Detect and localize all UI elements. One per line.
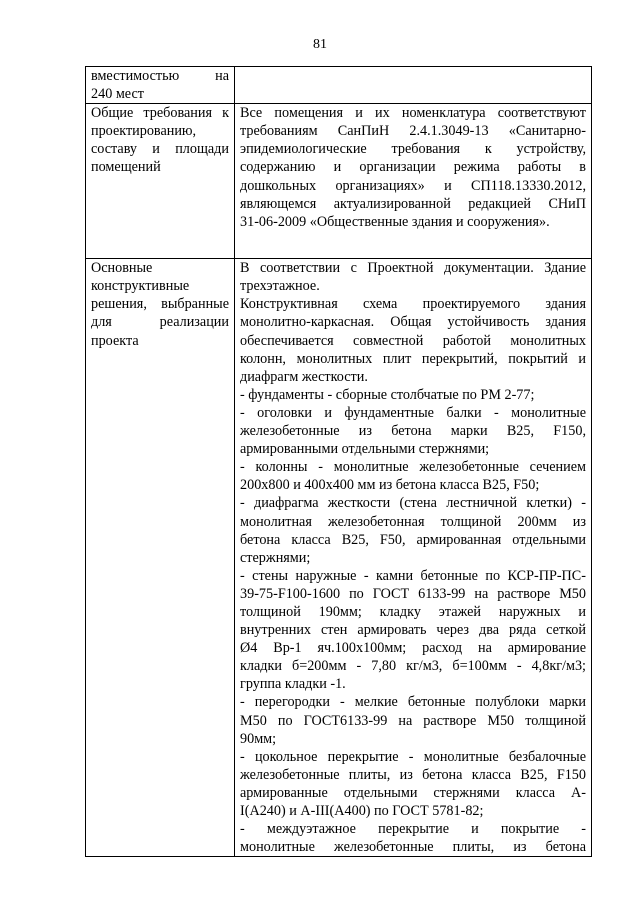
text-line: железобетонные плиты, из бетона класса В25, F150 [240,766,586,783]
text-line: Ø4 Вр-1 яч.100х100мм; расход на армирование [240,640,586,657]
table-cell-label [86,67,235,104]
text-line: 240 мест [91,86,144,103]
text-line: эпидемиологические требования к устройству, [240,141,586,158]
text-line: толщиной 190мм; кладку этажей наружных и [240,603,586,620]
text-line: проекта [91,332,139,349]
text-line: I(A240) и А-III(A400) по ГОСТ 5781-82; [240,803,484,819]
text-line: - междуэтажное перекрытие и покрытие - [240,821,586,838]
text-line: обеспечивается совместной работой монолитных [240,332,586,349]
text-line: Конструктивная схема проектируемого здания [240,296,586,313]
text-line: 31-06-2009 «Общественные здания и сооружения». [240,213,550,230]
text-line: являющемся актуализированной редакцией СНиП [240,195,586,212]
text-line: - диафрагма жесткости (стена лестничной клетки) - [240,495,586,512]
table-row [86,259,592,857]
text-line: Все помещения и их номенклатура соответствуют [240,105,586,122]
table-cell-content [235,259,592,857]
text-line: требованиям СанПиН 2.4.1.3049-13 «Санитарно- [240,123,586,140]
table-cell-label [86,104,235,259]
text-line: - стены наружные - камни бетонные по КСР-ПР-ПС- [240,567,586,584]
text-line: - колонны - монолитные железобетонные сечением [240,459,586,476]
text-line: конструктивные [91,278,190,295]
text-line: решения, выбранные [91,296,229,313]
text-line: - перегородки - мелкие бетонные полублоки марки [240,694,586,711]
text-line: армированными отдельными стержнями; [240,441,490,458]
text-line: - оголовки и фундаментные балки - монолитные [240,404,586,421]
text-line: Основные [91,260,153,277]
text-line: 39-75-F100-1600 по ГОСТ 6133-99 на растворе М50 [240,585,586,602]
text-line: стержнями; [240,549,311,566]
text-line: 200х800 и 400х400 мм из бетона класса В25, F50; [240,477,540,494]
text-line: содержанию и организации режима работы в [240,159,586,176]
text-line: В соответствии с Проектной документации. Здание [240,260,586,277]
text-line: 90мм; [240,730,277,747]
text-line: Общие требования к [91,105,229,122]
text-line: помещений [91,159,161,176]
text-line: вместимостью на [91,68,229,84]
text-line: М50 по ГОСТ6133-99 на растворе М50 толщиной [240,712,586,729]
text-line: монолитная железобетонная толщиной 200мм из [240,513,586,530]
table-row [86,104,592,259]
text-line: бетона класса В25, F50, армированная отдельными [240,531,586,548]
text-line: колонн, монолитных плит перекрытий, покрытий и [240,350,586,367]
text-line: дошкольных организациях» и СП118.13330.2012, [240,177,586,194]
table-cell-content [235,67,592,104]
text-line: диафрагм жесткости. [240,368,368,385]
table-row [86,67,592,104]
text-line: составу и площади [91,141,229,158]
table-cell-label [86,259,235,857]
text-line: кладки б=200мм - 7,80 кг/м3, б=100мм - 4,8кг/м3; [240,658,586,675]
text-line: проектированию, [91,123,197,140]
text-line: монолитные железобетонные плиты, из бетона [240,839,586,856]
text-line: трехэтажное. [240,278,320,295]
text-line: внутренних стен армировать через два ряда сеткой [240,622,586,639]
text-line: железобетонные из бетона марки В25, F150, [240,423,586,440]
table-cell-content [235,104,592,259]
text-line: - фундаменты - сборные столбчатые по РМ 2-77; [240,386,535,403]
text-line: армированные отдельными стержнями класса А- [240,784,586,801]
text-line: монолитно-каркасная. Общая устойчивость здания [240,314,586,331]
text-line: группа кладки -1. [240,676,346,693]
document-table [85,66,592,857]
text-line: - цокольное перекрытие - монолитные безбалочные [240,748,586,765]
page-number: 81 [313,37,327,52]
text-line: для реализации [91,314,229,331]
